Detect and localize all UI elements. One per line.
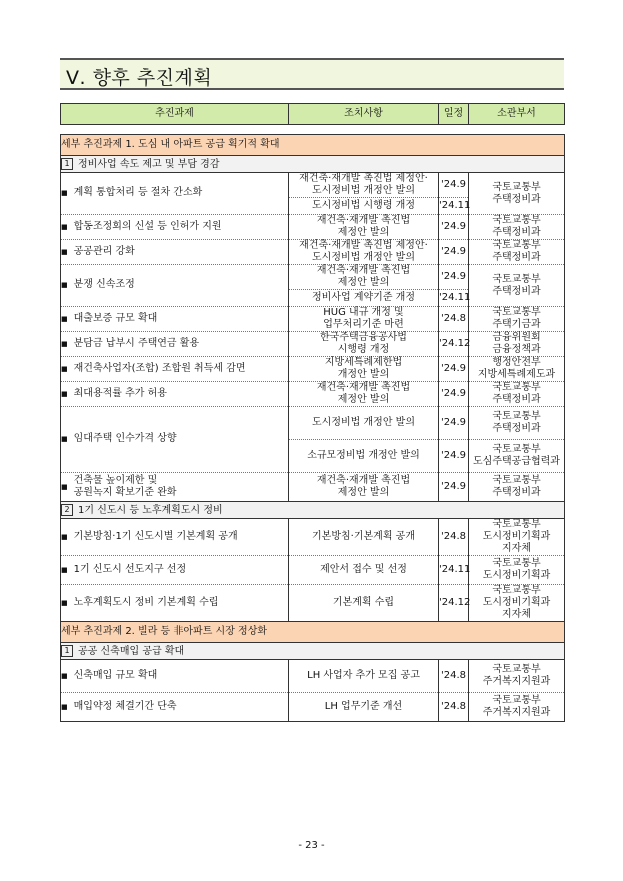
table-row: [61, 407, 565, 440]
bullet-icon: ■: [61, 364, 68, 373]
schedule-cell: '24.9: [439, 440, 469, 473]
section-title-bar: [60, 58, 564, 90]
action-cell: 재건축·재개발 촉진법 제정안· 도시정비법 개정안 발의: [289, 173, 439, 198]
action-cell: 재건축·재개발 촉진법 제정안 발의: [289, 265, 439, 290]
section-row: [61, 135, 565, 156]
table-row: [61, 265, 565, 290]
task-label: 계획 통합처리 등 절차 간소화: [73, 187, 203, 198]
schedule-cell: '24.12: [439, 585, 469, 622]
schedule-cell: '24.9: [439, 173, 469, 198]
subsection-row: [61, 156, 565, 173]
table-row: [61, 240, 565, 265]
task-cell: [61, 693, 289, 722]
dept-cell: 국토교통부 도시정비기획과 지자체: [469, 519, 565, 556]
subsection-cell: [61, 156, 565, 173]
action-cell: 재건축·재개발 촉진법 제정안 발의: [289, 215, 439, 240]
subsection-title: 1기 신도시 등 노후계획도시 정비: [78, 504, 223, 516]
task-label: 분담금 납부시 주택연금 활용: [73, 337, 200, 349]
schedule-cell: '24.9: [439, 265, 469, 290]
task-cell: [61, 240, 289, 265]
task-cell: [61, 407, 289, 473]
bullet-icon: ■: [61, 281, 68, 289]
table-row: [61, 693, 565, 722]
action-cell: 기본방침·기본계획 공개: [289, 519, 439, 556]
col-header-schedule: 일정: [439, 104, 469, 125]
table-row: [61, 215, 565, 240]
dept-cell: 국토교통부 주택정비과: [469, 215, 565, 240]
schedule-cell: '24.8: [439, 693, 469, 722]
schedule-cell: '24.9: [439, 215, 469, 240]
task-label: 최대용적률 추가 허용: [73, 387, 167, 399]
schedule-cell: '24.8: [439, 307, 469, 332]
subsection-title: 정비사업 속도 제고 및 부담 경감: [78, 158, 220, 170]
action-cell: 정비사업 계약기준 개정: [289, 290, 439, 307]
task-cell: [61, 215, 289, 240]
subsection-number: 1: [61, 645, 73, 657]
task-cell: [61, 265, 289, 307]
col-header-dept: 소관부서: [469, 104, 565, 125]
task-label: 분쟁 신속조정: [73, 279, 135, 290]
subsection-cell: [61, 643, 565, 660]
dept-cell: 국토교통부 주택기금과: [469, 307, 565, 332]
table-row: [61, 332, 565, 357]
table-row: [61, 660, 565, 693]
spacer-cell: [61, 125, 565, 135]
dept-cell: 국토교통부 주택정비과: [469, 407, 565, 440]
action-cell: 재건축·재개발 촉진법 제정안 발의: [289, 382, 439, 407]
page-title: Ⅴ. 향후 추진계획: [66, 67, 213, 89]
dept-cell: 국토교통부 주택정비과: [469, 265, 565, 307]
task-cell: [61, 173, 289, 215]
task-cell: [61, 473, 289, 502]
action-cell: 제안서 접수 및 선정: [289, 556, 439, 585]
subsection-title: 공공 신축매입 공급 확대: [78, 645, 185, 657]
table-header-row: [61, 104, 565, 125]
task-cell: [61, 382, 289, 407]
task-label: 공공관리 강화: [73, 245, 135, 257]
task-cell: [61, 332, 289, 357]
task-label: 건축물 높이제한 및 공원녹지 확보기준 완화: [73, 475, 177, 498]
bullet-icon: ■: [61, 671, 68, 680]
page-number: - 23 -: [298, 840, 325, 851]
subsection-row: [61, 502, 565, 519]
bullet-icon: ■: [61, 314, 68, 323]
schedule-cell: '24.9: [439, 382, 469, 407]
dept-cell: 금융위원회 금융정책과: [469, 332, 565, 357]
bullet-icon: ■: [61, 565, 68, 574]
subsection-row: [61, 643, 565, 660]
col-header-task: 추진과제: [61, 104, 289, 125]
table-row: [61, 357, 565, 382]
schedule-cell: '24.11: [439, 290, 469, 307]
section-title: 세부 추진과제 1. 도심 내 아파트 공급 획기적 확대: [61, 135, 565, 156]
task-label: 재건축사업자(조합) 조합원 취득세 감면: [73, 362, 246, 374]
dept-cell: 국토교통부 주택정비과: [469, 173, 565, 215]
task-cell: [61, 556, 289, 585]
dept-cell: 국토교통부 주거복지지원과: [469, 660, 565, 693]
task-label: 신축매입 규모 확대: [73, 669, 158, 681]
schedule-cell: '24.9: [439, 240, 469, 265]
dept-cell: 국토교통부 도시정비기획과 지자체: [469, 585, 565, 622]
task-cell: [61, 357, 289, 382]
schedule-cell: '24.8: [439, 519, 469, 556]
action-cell: 도시정비법 개정안 발의: [289, 407, 439, 440]
bullet-icon: ■: [61, 339, 68, 348]
table-row: [61, 585, 565, 622]
table-row: [61, 556, 565, 585]
task-label: 임대주택 인수가격 상향: [73, 433, 177, 444]
action-cell: 재건축·재개발 촉진법 제정안 발의: [289, 473, 439, 502]
col-header-action: 조치사항: [289, 104, 439, 125]
dept-cell: 국토교통부 주택정비과: [469, 382, 565, 407]
task-cell: [61, 307, 289, 332]
plan-table: [60, 103, 565, 722]
dept-cell: 국토교통부 주택정비과: [469, 240, 565, 265]
bullet-icon: ■: [61, 702, 68, 711]
section-row: [61, 622, 565, 643]
action-cell: 지방세특례제한법 개정안 발의: [289, 357, 439, 382]
table-row: [61, 173, 565, 198]
table-row: [61, 382, 565, 407]
task-label: 매입약정 체결기간 단축: [73, 700, 177, 712]
task-cell: [61, 585, 289, 622]
bullet-icon: ■: [61, 435, 68, 443]
dept-cell: 행정안전부 지방세특례제도과: [469, 357, 565, 382]
action-cell: 한국주택금융공사법 시행령 개정: [289, 332, 439, 357]
task-cell: [61, 519, 289, 556]
schedule-cell: '24.9: [439, 357, 469, 382]
action-cell: HUG 내규 개정 및 업무처리기준 마련: [289, 307, 439, 332]
bullet-icon: ■: [61, 247, 68, 256]
section-title: 세부 추진과제 2. 빌라 등 非아파트 시장 정상화: [61, 622, 565, 643]
bullet-icon: ■: [61, 222, 68, 231]
task-label: 기본방침·1기 신도시별 기본계획 공개: [73, 530, 238, 542]
table-row: [61, 307, 565, 332]
task-label: 합동조정회의 신설 등 인허가 지원: [73, 220, 222, 232]
bullet-icon: ■: [61, 598, 68, 607]
task-cell: [61, 660, 289, 693]
action-cell: LH 사업자 추가 모집 공고: [289, 660, 439, 693]
schedule-cell: '24.9: [439, 407, 469, 440]
action-cell: LH 업무기준 개선: [289, 693, 439, 722]
dept-cell: 국토교통부 주거복지지원과: [469, 693, 565, 722]
subsection-number: 2: [61, 504, 73, 516]
subsection-cell: [61, 502, 565, 519]
schedule-cell: '24.9: [439, 473, 469, 502]
schedule-cell: '24.11: [439, 198, 469, 215]
action-cell: 도시정비법 시행령 개정: [289, 198, 439, 215]
table-row: [61, 473, 565, 502]
bullet-icon: ■: [61, 189, 68, 197]
action-cell: 소규모정비법 개정안 발의: [289, 440, 439, 473]
task-label: 1기 신도시 선도지구 선정: [73, 563, 187, 575]
table-row: [61, 519, 565, 556]
bullet-icon: ■: [61, 389, 68, 398]
dept-cell: 국토교통부 도심주택공급협력과: [469, 440, 565, 473]
action-cell: 재건축·재개발 촉진법 제정안· 도시정비법 개정안 발의: [289, 240, 439, 265]
bullet-icon: ■: [61, 532, 68, 541]
schedule-cell: '24.12: [439, 332, 469, 357]
task-label: 대출보증 규모 확대: [73, 312, 158, 324]
dept-cell: 국토교통부 주택정비과: [469, 473, 565, 502]
task-label: 노후계획도시 정비 기본계획 수립: [73, 596, 219, 608]
bullet-icon: ■: [61, 483, 68, 491]
action-cell: 기본계획 수립: [289, 585, 439, 622]
dept-cell: 국토교통부 도시정비기획과: [469, 556, 565, 585]
schedule-cell: '24.8: [439, 660, 469, 693]
schedule-cell: '24.11: [439, 556, 469, 585]
spacer-row: [61, 125, 565, 135]
subsection-number: 1: [61, 158, 73, 170]
